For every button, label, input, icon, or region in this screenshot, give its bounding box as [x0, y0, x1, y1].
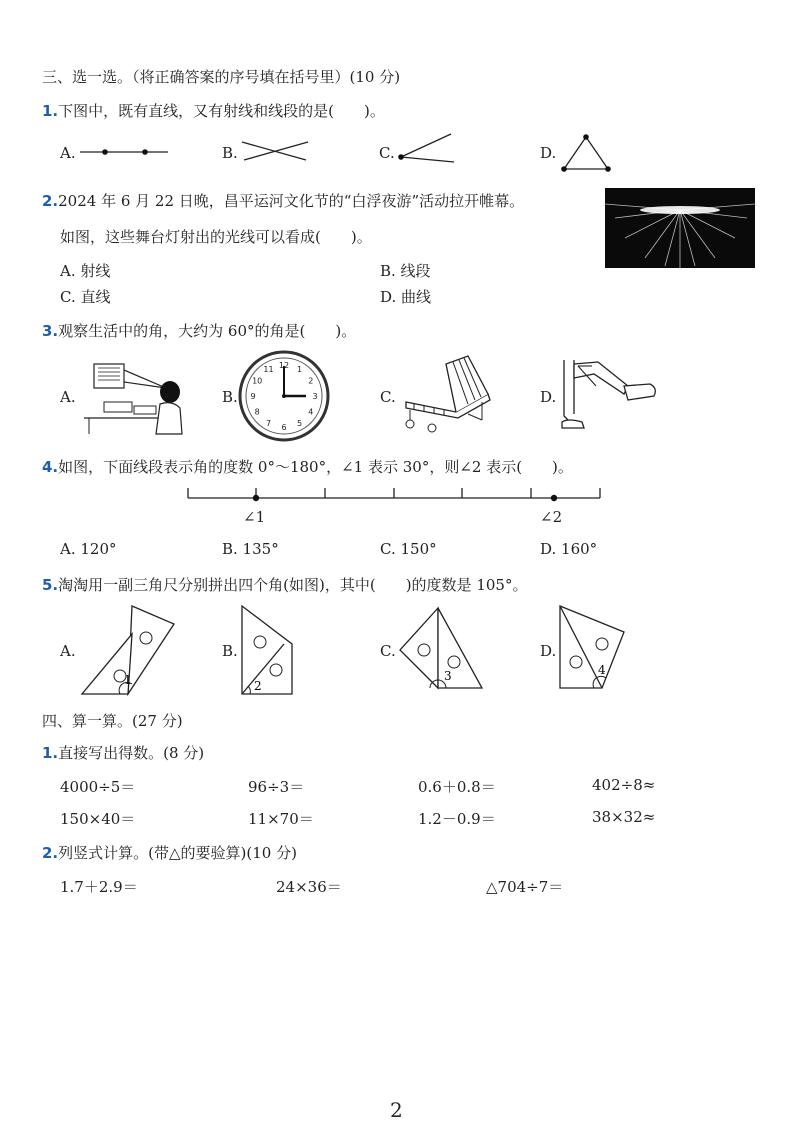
clock-illustration — [238, 350, 330, 442]
q5-option-a: A. — [60, 642, 76, 660]
q3-option-b: B. — [222, 388, 238, 406]
oral-calc-item: 1.2－0.9＝ — [418, 810, 496, 828]
q4-option-c: C. 150° — [380, 540, 437, 558]
clock-numeral: 5 — [296, 418, 303, 428]
section-3-title: 三、选一选。（将正确答案的序号填在括号里）(10 分) — [42, 68, 401, 86]
clock-numeral: 7 — [265, 418, 272, 428]
question-2 — [42, 190, 524, 211]
angle-1-label: ∠1 — [243, 508, 266, 526]
question-1 — [42, 100, 385, 121]
clock-numeral: 4 — [308, 407, 314, 417]
question-text: 观察生活中的角，大约为 60°的角是( )。 — [58, 322, 357, 340]
oral-calc-item: 402÷8≈ — [592, 776, 656, 794]
angle-mark-1: 1 — [124, 673, 132, 687]
angle-mark-3: 3 — [444, 669, 452, 683]
question-number: 2. — [42, 844, 59, 862]
question-number: 4. — [42, 458, 59, 476]
oral-calc-item: 150×40＝ — [60, 810, 136, 828]
question-text: 列竖式计算。(带△的要验算)(10 分) — [58, 844, 297, 862]
oral-calc-item: 38×32≈ — [592, 808, 656, 826]
oral-calc-item: 11×70＝ — [248, 810, 314, 828]
vertical-calc-item: △704÷7＝ — [486, 878, 564, 896]
question-text: 淘淘用一副三角尺分别拼出四个角(如图)，其中( )的度数是 105°。 — [58, 576, 528, 594]
q1-option-b: B. — [222, 144, 238, 162]
q4-option-d: D. 160° — [540, 540, 598, 558]
q1-option-a: A. — [60, 144, 76, 162]
q2-option-b: B. 线段 — [380, 262, 431, 280]
angle-2-label: ∠2 — [540, 508, 563, 526]
walking-leg-illustration — [558, 356, 662, 436]
angle-mark-2: 2 — [254, 679, 262, 693]
clock-numeral: 6 — [281, 423, 287, 432]
q4-option-a: A. 120° — [60, 540, 117, 558]
q5-option-b: B. — [222, 642, 238, 660]
q2-option-a: A. 射线 — [60, 262, 111, 280]
triangle-rulers-b — [240, 604, 300, 696]
oral-calc-item: 96÷3＝ — [248, 778, 305, 796]
angle-mark-4: 4 — [598, 663, 606, 677]
clock-numeral: 12 — [278, 361, 290, 370]
question-text: 2024 年 6 月 22 日晚，昌平运河文化节的“白浮夜游”活动拉开帷幕。 — [58, 192, 525, 210]
section-4-title: 四、算一算。(27 分) — [42, 712, 183, 730]
q1-figure-c-rays — [396, 132, 456, 166]
question-text: 下图中，既有直线，又有射线和线段的是( )。 — [58, 102, 385, 120]
vertical-calc-item: 24×36＝ — [276, 878, 342, 896]
q5-option-c: C. — [380, 642, 396, 660]
question-number: 3. — [42, 322, 59, 340]
vertical-calc-item: 1.7＋2.9＝ — [60, 878, 138, 896]
triangle-rulers-d — [558, 604, 628, 690]
q1-option-d: D. — [540, 144, 557, 162]
oral-calc-item: 0.6＋0.8＝ — [418, 778, 496, 796]
q3-option-c: C. — [380, 388, 396, 406]
stage-lights-photo — [605, 188, 755, 268]
clock-numeral: 10 — [252, 376, 263, 386]
q1-figure-b-crossing-lines — [240, 138, 310, 164]
q2-option-c: C. 直线 — [60, 288, 111, 306]
lounge-chair-illustration — [398, 354, 498, 436]
calc-question-1 — [42, 742, 204, 763]
q3-option-a: A. — [60, 388, 76, 406]
page-number: 2 — [390, 1098, 403, 1122]
q1-figure-a-line — [80, 140, 170, 160]
triangle-rulers-a — [80, 604, 180, 696]
question-5 — [42, 574, 527, 595]
question-4 — [42, 456, 573, 477]
clock-numeral: 3 — [312, 392, 318, 401]
question-2-text-line-2: 如图，这些舞台灯射出的光线可以看成( )。 — [60, 228, 372, 246]
clock-numeral: 9 — [250, 392, 256, 401]
oral-calc-item: 4000÷5＝ — [60, 778, 136, 796]
clock-numeral: 8 — [254, 407, 260, 417]
question-3 — [42, 320, 356, 341]
clock-numeral: 11 — [263, 365, 274, 375]
clock-numeral: 2 — [308, 376, 314, 386]
q4-option-b: B. 135° — [222, 540, 279, 558]
question-text: 如图，下面线段表示角的度数 0°～180°，∠1 表示 30°，则∠2 表示( )。 — [58, 458, 573, 476]
calc-question-2 — [42, 842, 297, 863]
question-number: 2. — [42, 192, 59, 210]
question-number: 5. — [42, 576, 59, 594]
angle-number-line — [186, 484, 606, 504]
q1-option-c: C. — [379, 144, 395, 162]
q3-option-d: D. — [540, 388, 557, 406]
q2-option-d: D. 曲线 — [380, 288, 432, 306]
question-number: 1. — [42, 102, 59, 120]
person-at-computer-illustration — [84, 356, 194, 436]
question-number: 1. — [42, 744, 59, 762]
q1-figure-d-triangle — [560, 132, 616, 174]
question-text: 直接写出得数。(8 分) — [58, 744, 205, 762]
triangle-rulers-c — [398, 606, 486, 690]
q5-option-d: D. — [540, 642, 557, 660]
clock-numeral: 1 — [296, 365, 303, 375]
